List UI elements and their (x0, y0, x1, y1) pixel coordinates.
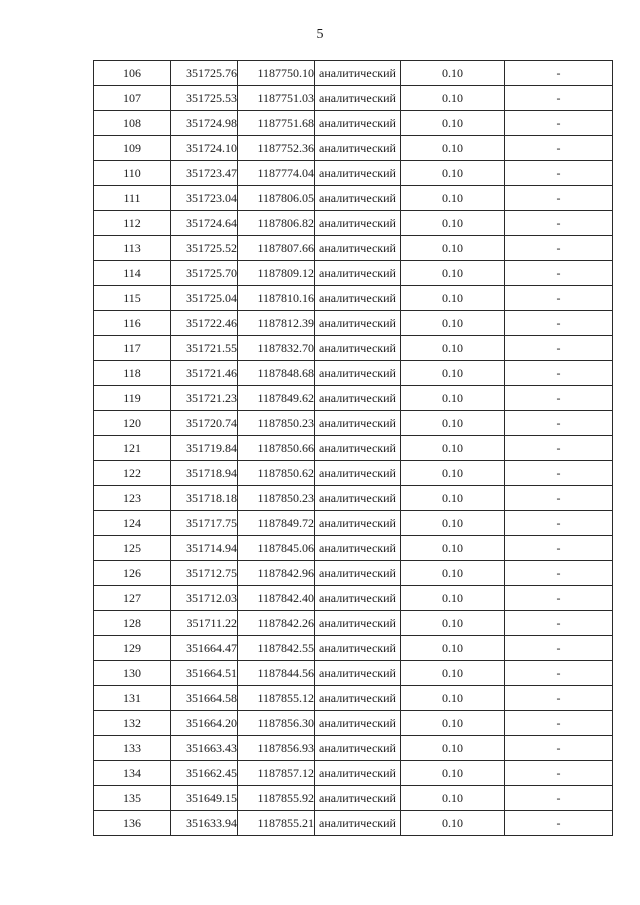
point-number-cell: 120 (94, 411, 171, 436)
precision-cell: 0.10 (401, 286, 505, 311)
y-coordinate-cell: 1187842.96 (238, 561, 315, 586)
method-cell: аналитический (315, 386, 401, 411)
y-coordinate-cell: 1187751.03 (238, 86, 315, 111)
y-coordinate-cell: 1187855.92 (238, 786, 315, 811)
table-row (94, 411, 613, 436)
precision-cell: 0.10 (401, 161, 505, 186)
description-cell: - (505, 236, 613, 261)
y-coordinate-cell: 1187857.12 (238, 761, 315, 786)
y-coordinate-cell: 1187849.72 (238, 511, 315, 536)
point-number-cell: 112 (94, 211, 171, 236)
description-cell: - (505, 486, 613, 511)
precision-cell: 0.10 (401, 661, 505, 686)
method-cell: аналитический (315, 486, 401, 511)
table-row (94, 361, 613, 386)
method-cell: аналитический (315, 586, 401, 611)
x-coordinate-cell: 351725.70 (171, 261, 238, 286)
description-cell: - (505, 611, 613, 636)
method-cell: аналитический (315, 286, 401, 311)
precision-cell: 0.10 (401, 236, 505, 261)
table-row (94, 711, 613, 736)
description-cell: - (505, 61, 613, 86)
point-number-cell: 115 (94, 286, 171, 311)
description-cell: - (505, 761, 613, 786)
y-coordinate-cell: 1187850.23 (238, 411, 315, 436)
y-coordinate-cell: 1187845.06 (238, 536, 315, 561)
precision-cell: 0.10 (401, 536, 505, 561)
x-coordinate-cell: 351725.76 (171, 61, 238, 86)
method-cell: аналитический (315, 436, 401, 461)
y-coordinate-cell: 1187855.12 (238, 686, 315, 711)
precision-cell: 0.10 (401, 136, 505, 161)
method-cell: аналитический (315, 311, 401, 336)
description-cell: - (505, 311, 613, 336)
method-cell: аналитический (315, 236, 401, 261)
point-number-cell: 126 (94, 561, 171, 586)
description-cell: - (505, 686, 613, 711)
point-number-cell: 108 (94, 111, 171, 136)
method-cell: аналитический (315, 561, 401, 586)
precision-cell: 0.10 (401, 586, 505, 611)
precision-cell: 0.10 (401, 111, 505, 136)
y-coordinate-cell: 1187848.68 (238, 361, 315, 386)
precision-cell: 0.10 (401, 336, 505, 361)
x-coordinate-cell: 351663.43 (171, 736, 238, 761)
y-coordinate-cell: 1187774.04 (238, 161, 315, 186)
y-coordinate-cell: 1187750.10 (238, 61, 315, 86)
y-coordinate-cell: 1187850.23 (238, 486, 315, 511)
x-coordinate-cell: 351725.53 (171, 86, 238, 111)
precision-cell: 0.10 (401, 486, 505, 511)
method-cell: аналитический (315, 686, 401, 711)
page-number: 5 (316, 27, 324, 42)
point-number-cell: 116 (94, 311, 171, 336)
point-number-cell: 133 (94, 736, 171, 761)
description-cell: - (505, 361, 613, 386)
table-row (94, 611, 613, 636)
y-coordinate-cell: 1187844.56 (238, 661, 315, 686)
precision-cell: 0.10 (401, 386, 505, 411)
method-cell: аналитический (315, 511, 401, 536)
description-cell: - (505, 636, 613, 661)
point-number-cell: 107 (94, 86, 171, 111)
point-number-cell: 114 (94, 261, 171, 286)
table-row (94, 136, 613, 161)
method-cell: аналитический (315, 786, 401, 811)
point-number-cell: 118 (94, 361, 171, 386)
coordinates-table-body (94, 61, 613, 836)
table-row (94, 811, 613, 836)
x-coordinate-cell: 351649.15 (171, 786, 238, 811)
point-number-cell: 134 (94, 761, 171, 786)
precision-cell: 0.10 (401, 61, 505, 86)
x-coordinate-cell: 351721.23 (171, 386, 238, 411)
description-cell: - (505, 661, 613, 686)
table-row (94, 311, 613, 336)
precision-cell: 0.10 (401, 561, 505, 586)
description-cell: - (505, 786, 613, 811)
method-cell: аналитический (315, 61, 401, 86)
table-row (94, 386, 613, 411)
description-cell: - (505, 436, 613, 461)
method-cell: аналитический (315, 161, 401, 186)
method-cell: аналитический (315, 811, 401, 836)
description-cell: - (505, 536, 613, 561)
method-cell: аналитический (315, 536, 401, 561)
x-coordinate-cell: 351725.04 (171, 286, 238, 311)
method-cell: аналитический (315, 761, 401, 786)
y-coordinate-cell: 1187856.93 (238, 736, 315, 761)
x-coordinate-cell: 351662.45 (171, 761, 238, 786)
y-coordinate-cell: 1187751.68 (238, 111, 315, 136)
point-number-cell: 109 (94, 136, 171, 161)
point-number-cell: 121 (94, 436, 171, 461)
y-coordinate-cell: 1187752.36 (238, 136, 315, 161)
description-cell: - (505, 261, 613, 286)
method-cell: аналитический (315, 361, 401, 386)
x-coordinate-cell: 351664.58 (171, 686, 238, 711)
table-row (94, 536, 613, 561)
x-coordinate-cell: 351720.74 (171, 411, 238, 436)
precision-cell: 0.10 (401, 711, 505, 736)
x-coordinate-cell: 351712.03 (171, 586, 238, 611)
y-coordinate-cell: 1187850.62 (238, 461, 315, 486)
table-row (94, 161, 613, 186)
point-number-cell: 123 (94, 486, 171, 511)
point-number-cell: 122 (94, 461, 171, 486)
y-coordinate-cell: 1187832.70 (238, 336, 315, 361)
description-cell: - (505, 561, 613, 586)
x-coordinate-cell: 351717.75 (171, 511, 238, 536)
point-number-cell: 128 (94, 611, 171, 636)
x-coordinate-cell: 351725.52 (171, 236, 238, 261)
description-cell: - (505, 386, 613, 411)
y-coordinate-cell: 1187806.82 (238, 211, 315, 236)
y-coordinate-cell: 1187842.26 (238, 611, 315, 636)
y-coordinate-cell: 1187856.30 (238, 711, 315, 736)
description-cell: - (505, 736, 613, 761)
table-row (94, 511, 613, 536)
precision-cell: 0.10 (401, 361, 505, 386)
method-cell: аналитический (315, 186, 401, 211)
method-cell: аналитический (315, 86, 401, 111)
table-row (94, 86, 613, 111)
table-row (94, 186, 613, 211)
method-cell: аналитический (315, 711, 401, 736)
x-coordinate-cell: 351664.20 (171, 711, 238, 736)
table-row (94, 461, 613, 486)
description-cell: - (505, 811, 613, 836)
precision-cell: 0.10 (401, 311, 505, 336)
precision-cell: 0.10 (401, 686, 505, 711)
precision-cell: 0.10 (401, 211, 505, 236)
description-cell: - (505, 86, 613, 111)
point-number-cell: 130 (94, 661, 171, 686)
precision-cell: 0.10 (401, 761, 505, 786)
x-coordinate-cell: 351724.98 (171, 111, 238, 136)
table-row (94, 486, 613, 511)
precision-cell: 0.10 (401, 736, 505, 761)
point-number-cell: 132 (94, 711, 171, 736)
point-number-cell: 131 (94, 686, 171, 711)
description-cell: - (505, 286, 613, 311)
y-coordinate-cell: 1187849.62 (238, 386, 315, 411)
x-coordinate-cell: 351718.94 (171, 461, 238, 486)
x-coordinate-cell: 351721.55 (171, 336, 238, 361)
table-row (94, 111, 613, 136)
x-coordinate-cell: 351719.84 (171, 436, 238, 461)
x-coordinate-cell: 351721.46 (171, 361, 238, 386)
description-cell: - (505, 511, 613, 536)
x-coordinate-cell: 351633.94 (171, 811, 238, 836)
method-cell: аналитический (315, 336, 401, 361)
description-cell: - (505, 111, 613, 136)
table-row (94, 561, 613, 586)
x-coordinate-cell: 351724.10 (171, 136, 238, 161)
y-coordinate-cell: 1187850.66 (238, 436, 315, 461)
x-coordinate-cell: 351724.64 (171, 211, 238, 236)
y-coordinate-cell: 1187812.39 (238, 311, 315, 336)
method-cell: аналитический (315, 261, 401, 286)
description-cell: - (505, 136, 613, 161)
table-row (94, 736, 613, 761)
precision-cell: 0.10 (401, 261, 505, 286)
x-coordinate-cell: 351722.46 (171, 311, 238, 336)
table-row (94, 211, 613, 236)
table-row (94, 586, 613, 611)
table-row (94, 661, 613, 686)
precision-cell: 0.10 (401, 436, 505, 461)
y-coordinate-cell: 1187842.55 (238, 636, 315, 661)
y-coordinate-cell: 1187810.16 (238, 286, 315, 311)
precision-cell: 0.10 (401, 511, 505, 536)
table-row (94, 236, 613, 261)
table-row (94, 761, 613, 786)
method-cell: аналитический (315, 461, 401, 486)
point-number-cell: 110 (94, 161, 171, 186)
description-cell: - (505, 161, 613, 186)
precision-cell: 0.10 (401, 636, 505, 661)
precision-cell: 0.10 (401, 786, 505, 811)
point-number-cell: 106 (94, 61, 171, 86)
point-number-cell: 129 (94, 636, 171, 661)
table-row (94, 336, 613, 361)
description-cell: - (505, 711, 613, 736)
x-coordinate-cell: 351714.94 (171, 536, 238, 561)
precision-cell: 0.10 (401, 411, 505, 436)
point-number-cell: 111 (94, 186, 171, 211)
x-coordinate-cell: 351664.51 (171, 661, 238, 686)
x-coordinate-cell: 351718.18 (171, 486, 238, 511)
y-coordinate-cell: 1187809.12 (238, 261, 315, 286)
x-coordinate-cell: 351723.04 (171, 186, 238, 211)
method-cell: аналитический (315, 211, 401, 236)
method-cell: аналитический (315, 636, 401, 661)
table-row (94, 61, 613, 86)
x-coordinate-cell: 351711.22 (171, 611, 238, 636)
description-cell: - (505, 211, 613, 236)
precision-cell: 0.10 (401, 461, 505, 486)
point-number-cell: 119 (94, 386, 171, 411)
x-coordinate-cell: 351723.47 (171, 161, 238, 186)
point-number-cell: 136 (94, 811, 171, 836)
y-coordinate-cell: 1187807.66 (238, 236, 315, 261)
description-cell: - (505, 586, 613, 611)
description-cell: - (505, 411, 613, 436)
table-row (94, 436, 613, 461)
y-coordinate-cell: 1187842.40 (238, 586, 315, 611)
method-cell: аналитический (315, 136, 401, 161)
description-cell: - (505, 336, 613, 361)
point-number-cell: 113 (94, 236, 171, 261)
point-number-cell: 117 (94, 336, 171, 361)
precision-cell: 0.10 (401, 811, 505, 836)
method-cell: аналитический (315, 411, 401, 436)
method-cell: аналитический (315, 611, 401, 636)
coordinates-table (93, 60, 613, 836)
x-coordinate-cell: 351712.75 (171, 561, 238, 586)
point-number-cell: 124 (94, 511, 171, 536)
x-coordinate-cell: 351664.47 (171, 636, 238, 661)
description-cell: - (505, 186, 613, 211)
description-cell: - (505, 461, 613, 486)
method-cell: аналитический (315, 111, 401, 136)
table-row (94, 686, 613, 711)
y-coordinate-cell: 1187806.05 (238, 186, 315, 211)
precision-cell: 0.10 (401, 611, 505, 636)
table-row (94, 786, 613, 811)
table-row (94, 286, 613, 311)
table-row (94, 636, 613, 661)
point-number-cell: 135 (94, 786, 171, 811)
point-number-cell: 127 (94, 586, 171, 611)
y-coordinate-cell: 1187855.21 (238, 811, 315, 836)
precision-cell: 0.10 (401, 86, 505, 111)
method-cell: аналитический (315, 661, 401, 686)
point-number-cell: 125 (94, 536, 171, 561)
method-cell: аналитический (315, 736, 401, 761)
precision-cell: 0.10 (401, 186, 505, 211)
table-row (94, 261, 613, 286)
